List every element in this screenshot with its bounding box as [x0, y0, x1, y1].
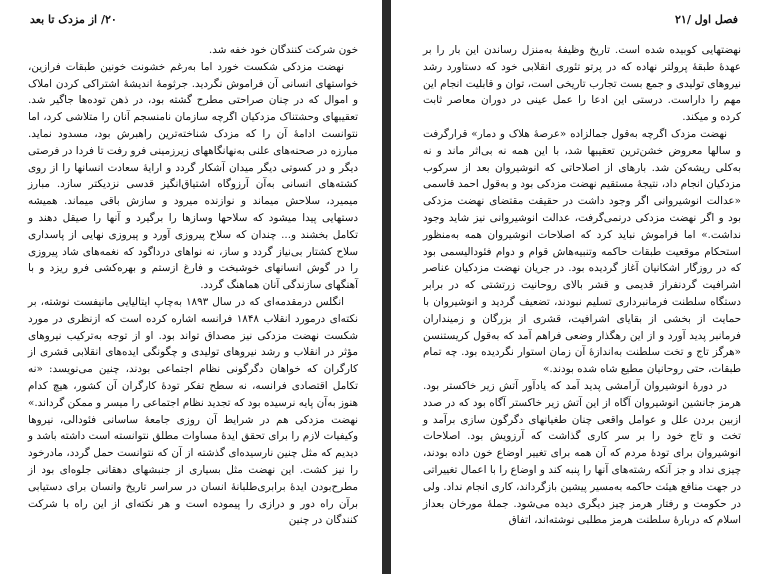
page-header: فصل اول /۲۱ [675, 13, 738, 26]
right-page [391, 0, 768, 574]
left-page [0, 0, 382, 574]
page-body [423, 42, 741, 529]
paragraph: خون شرکت کنندگان خود خفه شد. [208, 44, 358, 56]
paragraph: نهضت مزدک اگرچه به‌قول جمالزاده «عرصهٔ هلاک و دمار» قرارگرفت و سالها معروض خشن‌ترین تعقیبها شد، با این همه نه بی‌اثر ماند و نه به‌کلی ریشه‌کن شد. بارهای از اصلاحاتی که انوشیروان بعد از سرکوب مزدکیان انجام داد، نتیجهٔ مستقیم نهضت مزدکی بود و به‌قول احمد قاسمی «عدالت انوشیروانی اگر وجود داشت در حقیقت مقتضای نهضت مزدکی بود و اگر نهضت مزدکی درنمی‌گرفت، عدالت انوشیروانی نیز شاید وجود نداشت.» اما فراموش نباید کرد که اصلاحات انوشیروان همه به‌منظور استحکام موقعیت طبقات حاکمه وتنبیه‌هاش قوام و دوام فئودالیسمی بود که در روزگار اشکانیان آغاز گردیده بود. در جریان نهضت مزدکیان عناصر اشرافیت گردنفراز قدیمی و قشر بالای روحانیت زرتشتی که در برابر دستگاه سلطنت فرمانبرداری تسلیم نبودند، تضعیف گردید و انوشیروان با حمایت از بخشی از بقایای اشرافیت، قشری از بزرگان و زمینداران فرمانبر پدید آورد و از این رهگذار وضعی فراهم آمد که به‌قول کریستنسن «هرگز تاج و تخت سلطنت به‌اندازهٔ آن زمان استوار نگردیده بود. چه تمام طبقات، حتی روحانیان مطیع شاه شده بودند.» [423, 127, 741, 376]
book-gutter [382, 0, 391, 574]
page-header: ۲۰/ از مزدک تا بعد [30, 13, 117, 26]
paragraph: نهضت مزدکی شکست خورد اما به‌رغم خشونت خونین طبقات فرازین، خواستهای انسانی آن فراموش نگردید. جرثومهٔ اندیشهٔ اشتراکی کردن املاک و اموال که در چنان صراحتی مطرح گشته بود، در ذهن توده‌ها جاگیر شد. تعقیبهای وحشتناک مزدکیان اگرچه سازمان نامنسجم آنان را متلاشی کرد، اما نتوانست ادامهٔ آن را که مزدک شناخته‌ترین راهبرش بود، مسدود نماید. مبارزه در صحنه‌های علنی به‌نهانگاههای زیرزمینی فرو رفت تا فردا در فرصتی دیگر و در کسوتی دیگر میدان آشکار گردد و ارایهٔ سعادت انسانها را از روی کشته‌های انسانی به‌آن آرزوگاه اشتیاق‌انگیز قدسی نزدیکتر سازد. مبارز میمیرد، سلاحش میماند و نوازنده میرود و سازش باقی میماند. همیشه دستهایی پیدا میشود که سلاحها وسازها را برگیرد و آنها را صیقل دهند و تکامل بخشند و... چندان که سلاح پیروزی آورد و پیروزی نهایی از پاسداری سلاح کشتار بی‌نیاز گردد و ساز، نه نواهای درداگود که نغمه‌های شاد پیروزی را در گوش انسانهای خوشبخت و فارغ ازستم و بهره‌کشی فرو ریزد و با آهنگهای سازندگی آنان هماهنگ گردد. [28, 60, 358, 292]
paragraph: انگلس درمقدمه‌ای که در سال ۱۸۹۳ به‌چاپ ایتالیایی مانیفست نوشته، بر نکته‌ای درمورد انقلاب ۱۸۴۸ فرانسه اشاره کرده است که ازنظری در مورد شکست نهضت مزدکی نیز مصداق تواند بود. او از توجه به‌ترکیب نیروهای مؤثر در انقلاب و رشد نیروهای تولیدی و چگونگی ایده‌های انقلابی قشری از کارگران که خواهان دگرگونی نظام اجتماعی بودند، چنین می‌نویسد: «نه تکامل اقتصادی فرانسه، نه سطح تفکر تودهٔ کارگران آن کشور، هیچ کدام هنوز به‌آن پایه نرسیده بود که تجدید نظام اجتماعی را میسر و ممکن گرداند.» نهضت مزدکی هم در شرایط آن روزی جامعهٔ ساسانی فئودالی، نیروها وکیفیات لازم را برای تحقق ایدهٔ مساوات مطلق نتوانسته است داشته باشد و دیدیم که مثل چنین نارسیده‌ای گذشته از آن که نتوانست حمل گردد، مادرخود را نیز کشت. این نهضت مثل بسیاری از جنبشهای دهقانی جلوه‌ای بود از مطرح‌بودن ایدهٔ برابری‌طلبانهٔ انسان در سراسر تاریخ وانسان برای دستیابی برآن راه دور و درازی را پیموده است و هر نکته‌ای از این راه با شرکت کنندگان در چنین [28, 295, 358, 527]
page-body [28, 42, 358, 529]
paragraph: در دورهٔ انوشیروان آرامشی پدید آمد که یادآور آتش زیر خاکستر بود. هرمز جانشین انوشیروان آگاه از این آتش زیر خاکستر آگاه بود که در صدد ازبین بردن علل و عوامل واقعی چنان طغیانهای دگرگون سازی برآمد و تخت و تاج خود را بر سر کاری گذاشت که آرزویش بود. اصلاحات انوشیروان برای تودهٔ مردم که آن همه برای تغییر اوضاع خون داده بودند، چیزی نداد و جز آنکه رشته‌های آنها را پنبه کند و اوضاع را با اعمال تغییراتی در جهت منافع هیئت حاکمه به‌مسیر پیشین بازگرداند، کاری انجام نداد. ولی در حکومت و رفتار هرمز چیز دیگری دیده می‌شود. جملهٔ مورخان بعداز اسلام که دربارهٔ سلطنت هرمز مطلبی نوشته‌اند، اتفاق [423, 379, 741, 527]
paragraph: نهضتهایی کوبیده شده است. تاریخ وظیفهٔ به‌منزل رساندن این بار را بر عهدهٔ طبقهٔ پرولتر نهاده که در پرتو تئوری انقلابی خود که دستاورد رشد نیروهای تولیدی و جمع بست تجارب تاریخی است، توان و قابلیت انجام این مهم را داراست. درستی این ادعا را عمل عینی در دوران معاصر ثابت کرده و میکند. [423, 44, 741, 124]
